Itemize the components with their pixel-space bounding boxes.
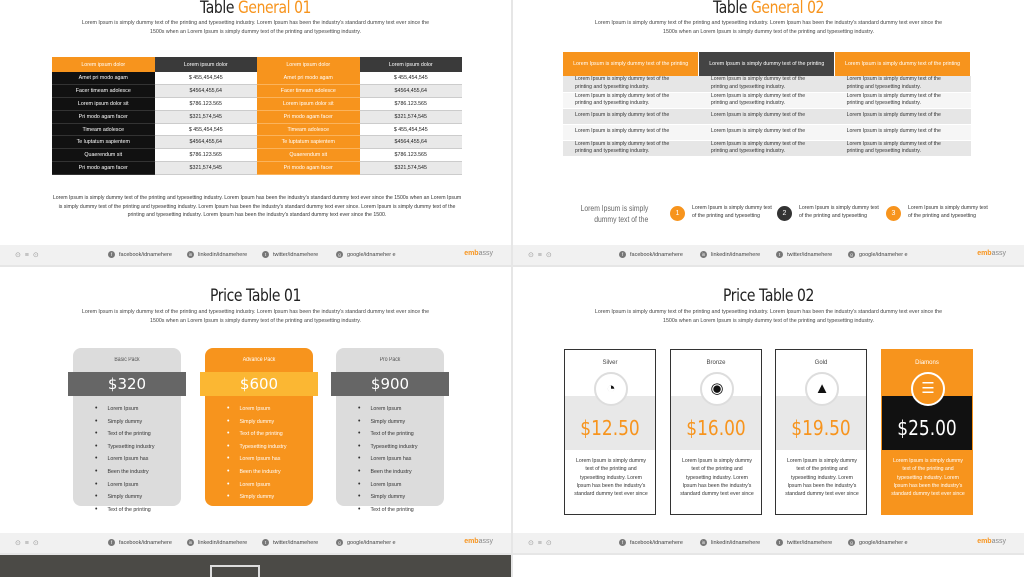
cone-icon: ▲ (805, 372, 839, 406)
table-row (52, 149, 462, 162)
facebook-link[interactable]: f facebook/idnamehere (619, 539, 683, 546)
twitter-link[interactable]: t twitter/idnamehere (776, 251, 832, 258)
table-cell: $321,574,545 (360, 162, 463, 175)
side-note: Lorem Ipsum is simply dummy text of the (580, 204, 649, 224)
table-cell: $ 455,454,545 (155, 123, 258, 136)
table-cell: $ 455,454,545 (360, 72, 463, 85)
table-cell: Lorem Ipsum is simply dummy text of the printing and typesetting industry. (835, 92, 971, 108)
database-icon: ☰ (911, 372, 945, 406)
table-cell: Lorem Ipsum is simply dummy text of the (563, 124, 699, 140)
table-row (52, 110, 462, 123)
slide-subtitle: Lorem Ipsum is simply dummy text of the printing and typesetting industry. Lorem Ipsum has been the industry's standard dummy text ever since the 1500s when an Lorem Ipsum is simply dummy text of the printing and typesetting industry. (594, 20, 943, 35)
footer (0, 245, 511, 265)
linkedin-link[interactable]: in linkedin/idnamehere (188, 539, 248, 546)
plan-price: $600 (200, 372, 318, 396)
slide-subtitle: Lorem Ipsum is simply dummy text of the printing and typesetting industry. Lorem Ipsum has been the industry's standard dummy text ever since the 1500s when an Lorem Ipsum is simply dummy text of the printing and typesetting industry. (81, 309, 430, 324)
linkedin-icon: in (701, 252, 706, 257)
footer (0, 533, 511, 553)
col-header: Lorem ipsum dolor (360, 57, 463, 72)
table-cell: Lorem ipsum dolor sit (257, 98, 360, 111)
table-cell: Pri modo agam facer (257, 110, 360, 123)
price-card-advance[interactable] (205, 348, 313, 513)
linkedin-link[interactable]: in linkedin/idnamehere (701, 539, 761, 546)
table-cell: Lorem Ipsum is simply dummy text of the (835, 108, 971, 124)
table-cell: Lorem Ipsum is simply dummy text of the printing and typesetting industry. (563, 92, 699, 108)
table-cell: Facer timeam adolesce (52, 85, 155, 98)
footer (513, 533, 1024, 553)
table-cell: Pri modo agam facer (52, 110, 155, 123)
slide-table-general-02[interactable] (513, 0, 1024, 265)
feature-item: • Lorem Ipsum has (95, 453, 155, 466)
google-link[interactable]: g google/idnameher e (848, 251, 908, 258)
slide-subtitle: Lorem Ipsum is simply dummy text of the printing and typesetting industry. Lorem Ipsum has been the industry's standard dummy text ever since the 1500s when an Lorem Ipsum is simply dummy text of the printing and typesetting industry. (81, 20, 430, 35)
table-cell: $321,574,545 (360, 110, 463, 123)
feature-item: • Simply dummy (95, 416, 155, 429)
feature-item: • Been the industry (358, 466, 418, 479)
feature-list (227, 403, 287, 516)
feature-item: • Text of the printing (95, 504, 155, 517)
plan-description: Lorem Ipsum is simply dummy text of the printing and typesetting industry. Lorem Ipsum has been the industry's standard dummy text ever since (574, 458, 648, 498)
feature-item: • Text of the printing (358, 504, 418, 517)
feature-item: • Text of the printing (227, 428, 287, 441)
table-cell: $321,574,545 (155, 162, 258, 175)
table-row (563, 140, 971, 156)
data-table (52, 57, 462, 175)
step-number: 2 (777, 206, 792, 221)
facebook-icon: f (108, 251, 115, 258)
twitter-link[interactable]: t twitter/idnamehere (262, 539, 318, 546)
twitter-icon: t (262, 539, 269, 546)
plan-card-gold[interactable] (775, 349, 867, 515)
table-row (52, 98, 462, 111)
col-header: Lorem Ipsum is simply dummy text of the printing (835, 52, 971, 76)
col-header: Lorem Ipsum is simply dummy text of the printing (699, 52, 835, 76)
feature-item: • Typesetting industry (227, 441, 287, 454)
feature-item: • Lorem Ipsum (95, 403, 155, 416)
google-link[interactable]: g google/idnameher e (336, 251, 396, 258)
step-text: Lorem Ipsum is simply dummy text of the printing and typesetting (908, 205, 988, 219)
feature-item: • Lorem Ipsum (358, 403, 418, 416)
plan-name: Gold (814, 360, 828, 366)
plan-description: Lorem Ipsum is simply dummy text of the printing and typesetting industry. Lorem Ipsum has been the industry's standard dummy text ever since (680, 458, 754, 498)
nav-controls[interactable]: ⊙ ≡ ⊙ (15, 252, 40, 259)
table-cell: Te luptatum sapientem (257, 136, 360, 149)
table-cell: $786.123.565 (360, 98, 463, 111)
table-cell: Lorem Ipsum is simply dummy text of the (699, 124, 835, 140)
facebook-icon: f (619, 251, 626, 258)
price-card-pro[interactable] (336, 348, 444, 513)
facebook-icon: f (108, 539, 115, 546)
table-cell: Amet pri modo agam (52, 72, 155, 85)
google-link[interactable]: g google/idnameher e (848, 539, 908, 546)
slide-partial-blank[interactable] (513, 555, 1024, 577)
table-cell: Lorem Ipsum is simply dummy text of the printing and typesetting industry. (699, 140, 835, 156)
plan-card-diamons[interactable] (881, 349, 973, 515)
feature-item: • Simply dummy (227, 416, 287, 429)
linkedin-icon: in (701, 540, 706, 545)
feature-item: • Lorem Ipsum has (227, 453, 287, 466)
slide-title: Table General 02 (712, 0, 825, 18)
linkedin-icon: in (188, 252, 193, 257)
twitter-icon: t (262, 251, 269, 258)
table-row (563, 108, 971, 124)
feature-item: • Lorem Ipsum (227, 479, 287, 492)
table-cell: $ 455,454,545 (155, 72, 258, 85)
feature-item: • Text of the printing (358, 428, 418, 441)
table-row (52, 162, 462, 175)
feature-item: • Simply dummy (358, 491, 418, 504)
table-cell: Pri modo agam facer (257, 162, 360, 175)
nav-controls[interactable]: ⊙ ≡ ⊙ (15, 540, 40, 547)
table-cell: Quaerendum sit (257, 149, 360, 162)
slide-title: Table General 01 (199, 0, 312, 18)
col-header: Lorem ipsum dolor (155, 57, 258, 72)
logo: embassy (977, 538, 1006, 545)
plan-description: Lorem Ipsum is simply dummy text of the printing and typesetting industry. Lorem Ipsum has been the industry's standard dummy text ever since (785, 458, 859, 498)
table-cell: $4564,455,64 (155, 85, 258, 98)
body-paragraph: Lorem Ipsum is simply dummy text of the printing and typesetting industry. Lorem Ipsum has been the industry's standard dummy text ever since the 1500s when an Lorem Ipsum is simply dummy text of the printing and typesetting industry. Lorem Ipsum has been the industry's standard dummy text ever since. Lorem Ipsum is simply dummy text of the printing and typesetting industry. Lorem Ipsum has been the industry's standard dummy text ever since the 1500. (52, 195, 462, 218)
logo: embassy (464, 250, 493, 257)
plan-price: $12.50 (580, 416, 640, 440)
feature-item: • Typesetting industry (95, 441, 155, 454)
table-cell: Facer timeam adolesce (257, 85, 360, 98)
plan-name: Diamons (915, 360, 939, 366)
feature-list (358, 403, 418, 516)
table-cell: Lorem Ipsum is simply dummy text of the printing and typesetting industry. (699, 76, 835, 92)
google-icon: g (336, 251, 343, 258)
table-cell: Lorem Ipsum is simply dummy text of the printing and typesetting industry. (835, 140, 971, 156)
table-row (52, 136, 462, 149)
table-cell: Lorem ipsum dolor sit (52, 98, 155, 111)
price-card-basic[interactable] (73, 348, 181, 513)
data-table (563, 52, 971, 157)
google-icon: g (848, 539, 855, 546)
table-cell: Lorem Ipsum is simply dummy text of the (699, 108, 835, 124)
slide-subtitle: Lorem Ipsum is simply dummy text of the printing and typesetting industry. Lorem Ipsum has been the industry's standard dummy text ever since the 1500s when an Lorem Ipsum is simply dummy text of the printing and typesetting industry. (594, 309, 943, 324)
logo: embassy (464, 538, 493, 545)
plan-price: $900 (331, 372, 449, 396)
globe-icon: ◉ (700, 372, 734, 406)
table-row (52, 85, 462, 98)
twitter-link[interactable]: t twitter/idnamehere (776, 539, 832, 546)
feature-item: • Lorem Ipsum (227, 403, 287, 416)
linkedin-icon: in (188, 540, 193, 545)
table-cell: Lorem Ipsum is simply dummy text of the printing and typesetting industry. (563, 140, 699, 156)
slide-price-table-01[interactable] (0, 267, 511, 553)
table-cell: $786.123.565 (155, 98, 258, 111)
photo-shape (210, 565, 260, 577)
table-cell: Timeam adolesce (257, 123, 360, 136)
col-header: Lorem ipsum dolor (257, 57, 360, 72)
facebook-link[interactable]: f facebook/idnamehere (108, 539, 172, 546)
footer (513, 245, 1024, 265)
feature-item: • Text of the printing (95, 428, 155, 441)
plan-card-silver[interactable] (564, 349, 656, 515)
table-cell: Te luptatum sapientem (52, 136, 155, 149)
twitter-link[interactable]: t twitter/idnamehere (262, 251, 318, 258)
table-row (52, 72, 462, 85)
plan-description: Lorem Ipsum is simply dummy text of the printing and typesetting industry. Lorem Ipsum has been the industry's standard dummy text ever since (891, 458, 965, 498)
table-cell: Pri modo agam facer (52, 162, 155, 175)
table-cell: Lorem Ipsum is simply dummy text of the printing and typesetting industry. (835, 76, 971, 92)
nav-controls[interactable]: ⊙ ≡ ⊙ (528, 252, 553, 259)
slide-title: Price Table 01 (210, 286, 301, 306)
feature-item: • Typesetting industry (358, 441, 418, 454)
plan-card-bronze[interactable] (670, 349, 762, 515)
step-text: Lorem Ipsum is simply dummy text of the printing and typesetting (692, 205, 772, 219)
col-header: Lorem Ipsum is simply dummy text of the printing (563, 52, 699, 76)
step-number: 1 (670, 206, 685, 221)
table-cell: Lorem Ipsum is simply dummy text of the printing and typesetting industry. (563, 76, 699, 92)
table-cell: $321,574,545 (155, 110, 258, 123)
feature-item: • Been the industry (95, 466, 155, 479)
plan-price: $25.00 (897, 416, 957, 440)
google-link[interactable]: g google/idnameher e (336, 539, 396, 546)
plan-price: $16.00 (686, 416, 746, 440)
plan-price: $19.50 (791, 416, 851, 440)
linkedin-link[interactable]: in linkedin/idnamehere (188, 251, 248, 258)
plan-name: Silver (602, 360, 618, 366)
feature-item: • Lorem Ipsum (358, 479, 418, 492)
table-row (563, 124, 971, 140)
table-cell: $ 455,454,545 (360, 123, 463, 136)
col-header: Lorem ipsum dolor (52, 57, 155, 72)
twitter-icon: t (776, 539, 783, 546)
table-cell: $4564,455,64 (360, 85, 463, 98)
step-number: 3 (886, 206, 901, 221)
nav-controls[interactable]: ⊙ ≡ ⊙ (528, 540, 553, 547)
feature-item: • Been the industry (227, 466, 287, 479)
table-cell: Amet pri modo agam (257, 72, 360, 85)
table-cell: $4564,455,64 (360, 136, 463, 149)
table-cell: $786.123.565 (360, 149, 463, 162)
table-cell: Lorem Ipsum is simply dummy text of the (835, 124, 971, 140)
table-row (563, 92, 971, 108)
feature-item: • Simply dummy (358, 416, 418, 429)
slide-title: Price Table 02 (723, 286, 814, 306)
speedometer-icon: ◔ (594, 372, 628, 406)
feature-item: • Lorem Ipsum has (358, 453, 418, 466)
table-row (52, 123, 462, 136)
twitter-icon: t (776, 251, 783, 258)
slide-partial-photo[interactable] (0, 555, 511, 577)
feature-item: • Simply dummy (95, 491, 155, 504)
facebook-link[interactable]: f facebook/idnamehere (108, 251, 172, 258)
logo: embassy (977, 250, 1006, 257)
feature-list (95, 403, 155, 516)
feature-item: • Lorem Ipsum (95, 479, 155, 492)
google-icon: g (336, 539, 343, 546)
slide-price-table-02[interactable] (513, 267, 1024, 553)
step-text: Lorem Ipsum is simply dummy text of the printing and typesetting (799, 205, 879, 219)
feature-item: • Simply dummy (227, 491, 287, 504)
slide-table-general-01[interactable] (0, 0, 511, 265)
table-cell: $786.123.565 (155, 149, 258, 162)
linkedin-link[interactable]: in linkedin/idnamehere (701, 251, 761, 258)
table-cell: $4564,455,64 (155, 136, 258, 149)
table-cell: Lorem Ipsum is simply dummy text of the (563, 108, 699, 124)
table-cell: Timeam adolesce (52, 123, 155, 136)
plan-name: Basic Pack (114, 357, 140, 363)
plan-name: Advance Pack (242, 357, 276, 363)
table-row (563, 76, 971, 92)
table-cell: Quaerendum sit (52, 149, 155, 162)
plan-name: Pro Pack (379, 357, 401, 363)
plan-price: $320 (68, 372, 186, 396)
facebook-icon: f (619, 539, 626, 546)
facebook-link[interactable]: f facebook/idnamehere (619, 251, 683, 258)
google-icon: g (848, 251, 855, 258)
plan-name: Bronze (706, 360, 726, 366)
feature-item: • Text of the printing (227, 504, 287, 517)
table-cell: Lorem Ipsum is simply dummy text of the printing and typesetting industry. (699, 92, 835, 108)
